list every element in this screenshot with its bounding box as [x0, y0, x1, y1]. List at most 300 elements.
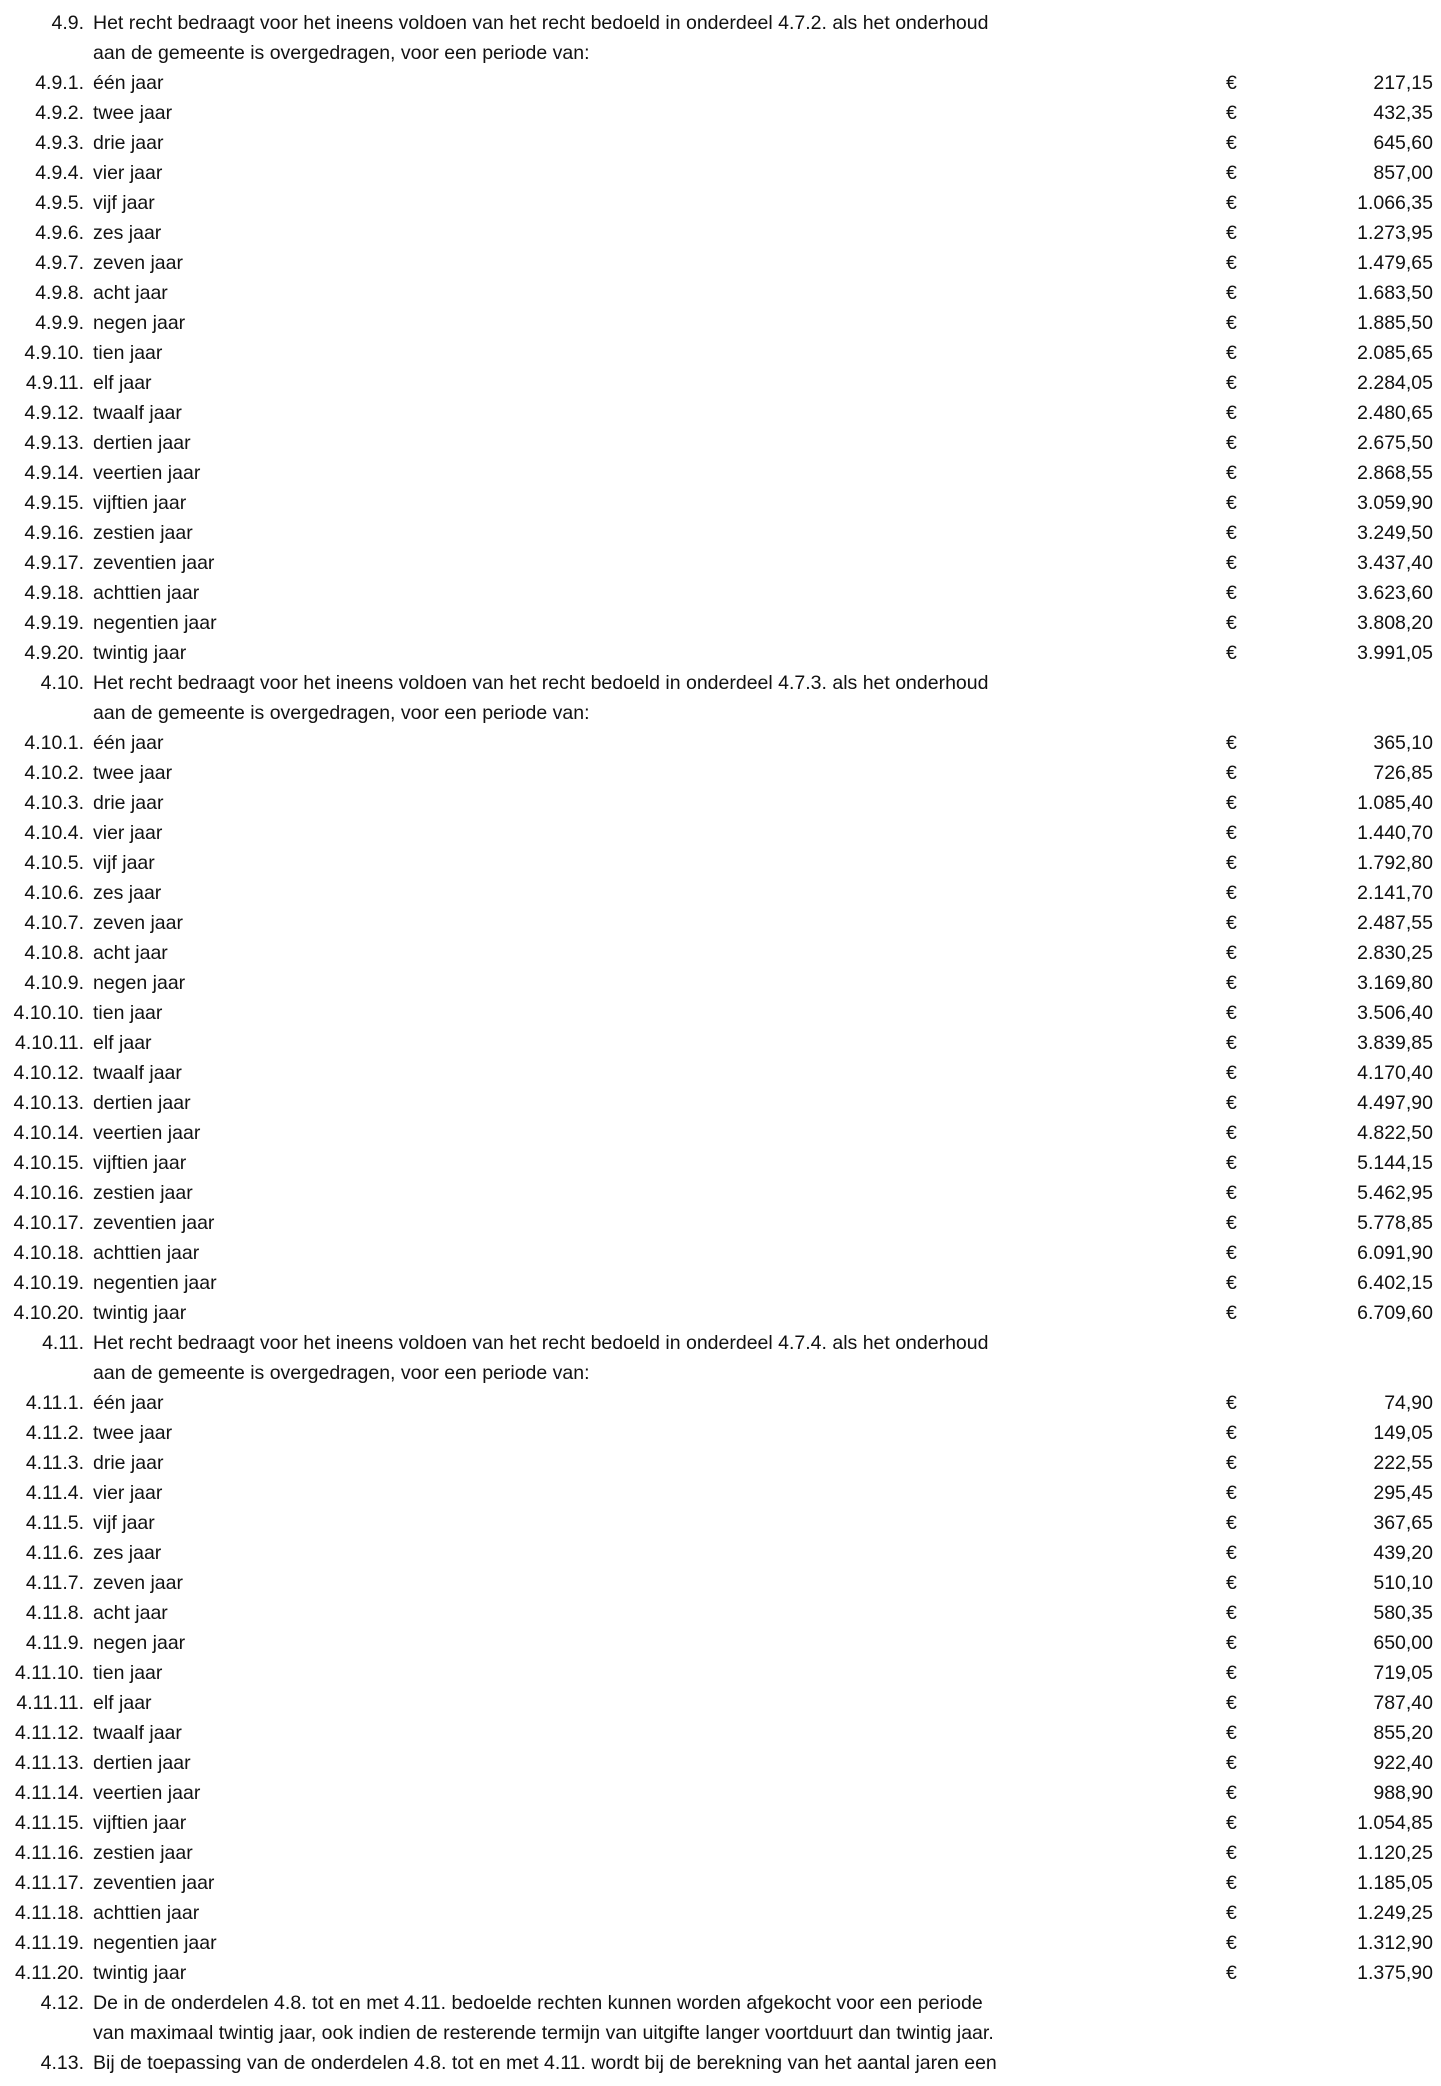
- item-number: 4.10.20.: [13, 1302, 84, 1324]
- currency-symbol: €: [1226, 102, 1237, 124]
- period-label: vijf jaar: [93, 852, 155, 874]
- item-number: 4.9.7.: [35, 252, 84, 274]
- fee-amount: 1.440,70: [1357, 822, 1433, 844]
- period-label: twaalf jaar: [93, 1062, 182, 1084]
- currency-symbol: €: [1226, 192, 1237, 214]
- currency-symbol: €: [1226, 1092, 1237, 1114]
- currency-symbol: €: [1226, 822, 1237, 844]
- fee-row: [0, 1178, 1441, 1208]
- currency-symbol: €: [1226, 1692, 1237, 1714]
- fee-row: [0, 1508, 1441, 1538]
- item-number: 4.9.10.: [24, 342, 84, 364]
- fee-amount: 580,35: [1373, 1602, 1433, 1624]
- fee-amount: 2.085,65: [1357, 342, 1433, 364]
- item-number: 4.10.2.: [24, 762, 84, 784]
- fee-amount: 365,10: [1373, 732, 1433, 754]
- currency-symbol: €: [1226, 1482, 1237, 1504]
- section-4-12-cont-heading: [0, 2018, 1441, 2048]
- item-number: 4.10.15.: [13, 1152, 84, 1174]
- currency-symbol: €: [1226, 912, 1237, 934]
- fee-amount: 6.091,90: [1357, 1242, 1433, 1264]
- currency-symbol: €: [1226, 342, 1237, 364]
- fee-row: [0, 1118, 1441, 1148]
- currency-symbol: €: [1226, 732, 1237, 754]
- currency-symbol: €: [1226, 792, 1237, 814]
- fee-row: [0, 398, 1441, 428]
- period-label: zes jaar: [93, 882, 162, 904]
- period-label: dertien jaar: [93, 432, 191, 454]
- period-label: zeven jaar: [93, 912, 183, 934]
- currency-symbol: €: [1226, 432, 1237, 454]
- fee-row: [0, 128, 1441, 158]
- period-label: achttien jaar: [93, 1902, 200, 1924]
- fee-amount: 2.830,25: [1357, 942, 1433, 964]
- period-label: achttien jaar: [93, 1242, 200, 1264]
- item-number: 4.9.19.: [24, 612, 84, 634]
- fee-amount: 4.170,40: [1357, 1062, 1433, 1084]
- fee-row: [0, 1298, 1441, 1328]
- currency-symbol: €: [1226, 312, 1237, 334]
- item-number: 4.10.1.: [24, 732, 84, 754]
- section-4-9-text: Het recht bedraagt voor het ineens voldoen van het recht bedoeld in onderdeel 4.7.2. als het onderhoud: [93, 12, 989, 34]
- section-4-9-cont-heading: [0, 38, 1441, 68]
- currency-symbol: €: [1226, 582, 1237, 604]
- item-number: 4.9.4.: [35, 162, 84, 184]
- period-label: zestien jaar: [93, 1842, 193, 1864]
- fee-amount: 2.868,55: [1357, 462, 1433, 484]
- currency-symbol: €: [1226, 132, 1237, 154]
- period-label: zeven jaar: [93, 1572, 183, 1594]
- fee-row: [0, 728, 1441, 758]
- period-label: negentien jaar: [93, 1932, 217, 1954]
- period-label: één jaar: [93, 72, 164, 94]
- fee-row: [0, 1238, 1441, 1268]
- currency-symbol: €: [1226, 222, 1237, 244]
- fee-amount: 3.623,60: [1357, 582, 1433, 604]
- item-number: 4.10.18.: [13, 1242, 84, 1264]
- currency-symbol: €: [1226, 1062, 1237, 1084]
- fee-amount: 149,05: [1373, 1422, 1433, 1444]
- period-label: zestien jaar: [93, 522, 193, 544]
- period-label: tien jaar: [93, 1662, 163, 1684]
- section-4-9-cont-text: aan de gemeente is overgedragen, voor een periode van:: [93, 42, 590, 64]
- fee-amount: 5.144,15: [1357, 1152, 1433, 1174]
- section-4-12-heading: [0, 1988, 1441, 2018]
- section-4-10-number: 4.10.: [40, 672, 84, 694]
- fee-amount: 510,10: [1373, 1572, 1433, 1594]
- period-label: vijf jaar: [93, 1512, 155, 1534]
- section-4-13-heading: [0, 2048, 1441, 2078]
- section-4-11-cont-heading: [0, 1358, 1441, 1388]
- currency-symbol: €: [1226, 1932, 1237, 1954]
- period-label: negen jaar: [93, 972, 186, 994]
- fee-amount: 922,40: [1373, 1752, 1433, 1774]
- currency-symbol: €: [1226, 1392, 1237, 1414]
- fee-row: [0, 1658, 1441, 1688]
- fee-row: [0, 1418, 1441, 1448]
- fee-row: [0, 1208, 1441, 1238]
- item-number: 4.9.12.: [24, 402, 84, 424]
- item-number: 4.9.3.: [35, 132, 84, 154]
- currency-symbol: €: [1226, 1842, 1237, 1864]
- currency-symbol: €: [1226, 282, 1237, 304]
- fee-amount: 2.480,65: [1357, 402, 1433, 424]
- item-number: 4.9.16.: [24, 522, 84, 544]
- period-label: twaalf jaar: [93, 1722, 182, 1744]
- period-label: vijftien jaar: [93, 492, 187, 514]
- section-4-12-text: De in de onderdelen 4.8. tot en met 4.11. bedoelde rechten kunnen worden afgekocht voor een periode: [93, 1992, 983, 2014]
- fee-amount: 295,45: [1373, 1482, 1433, 1504]
- fee-row: [0, 1388, 1441, 1418]
- section-4-11-cont-text: aan de gemeente is overgedragen, voor een periode van:: [93, 1362, 590, 1384]
- fee-amount: 1.120,25: [1357, 1842, 1433, 1864]
- currency-symbol: €: [1226, 1782, 1237, 1804]
- item-number: 4.9.17.: [24, 552, 84, 574]
- section-4-11-heading: [0, 1328, 1441, 1358]
- item-number: 4.10.7.: [24, 912, 84, 934]
- fee-row: [0, 1688, 1441, 1718]
- currency-symbol: €: [1226, 1662, 1237, 1684]
- currency-symbol: €: [1226, 162, 1237, 184]
- item-number: 4.11.1.: [25, 1392, 84, 1414]
- item-number: 4.11.15.: [14, 1812, 84, 1834]
- section-4-10-heading: [0, 668, 1441, 698]
- period-label: negen jaar: [93, 1632, 186, 1654]
- item-number: 4.11.5.: [25, 1512, 84, 1534]
- currency-symbol: €: [1226, 612, 1237, 634]
- item-number: 4.11.8.: [25, 1602, 84, 1624]
- fee-row: [0, 98, 1441, 128]
- fee-amount: 857,00: [1373, 162, 1433, 184]
- currency-symbol: €: [1226, 762, 1237, 784]
- currency-symbol: €: [1226, 852, 1237, 874]
- period-label: dertien jaar: [93, 1092, 191, 1114]
- currency-symbol: €: [1226, 1512, 1237, 1534]
- fee-amount: 3.249,50: [1357, 522, 1433, 544]
- item-number: 4.11.6.: [25, 1542, 84, 1564]
- fee-amount: 650,00: [1373, 1632, 1433, 1654]
- fee-amount: 2.487,55: [1357, 912, 1433, 934]
- period-label: acht jaar: [93, 942, 168, 964]
- fee-row: [0, 878, 1441, 908]
- fee-row: [0, 1868, 1441, 1898]
- period-label: twintig jaar: [93, 1962, 187, 1984]
- currency-symbol: €: [1226, 1422, 1237, 1444]
- fee-row: [0, 968, 1441, 998]
- fee-row: [0, 1748, 1441, 1778]
- fee-amount: 1.185,05: [1357, 1872, 1433, 1894]
- item-number: 4.10.14.: [13, 1122, 84, 1144]
- fee-amount: 1.792,80: [1357, 852, 1433, 874]
- fee-row: [0, 68, 1441, 98]
- fee-amount: 1.249,25: [1357, 1902, 1433, 1924]
- period-label: zes jaar: [93, 1542, 162, 1564]
- fee-amount: 1.066,35: [1357, 192, 1433, 214]
- fee-amount: 855,20: [1373, 1722, 1433, 1744]
- item-number: 4.9.14.: [24, 462, 84, 484]
- item-number: 4.11.17.: [14, 1872, 84, 1894]
- fee-row: [0, 248, 1441, 278]
- currency-symbol: €: [1226, 1122, 1237, 1144]
- period-label: negentien jaar: [93, 1272, 217, 1294]
- fee-row: [0, 1808, 1441, 1838]
- fee-amount: 1.054,85: [1357, 1812, 1433, 1834]
- fee-row: [0, 1628, 1441, 1658]
- currency-symbol: €: [1226, 1602, 1237, 1624]
- period-label: negen jaar: [93, 312, 186, 334]
- fee-row: [0, 1538, 1441, 1568]
- item-number: 4.9.9.: [35, 312, 84, 334]
- section-4-9-number: 4.9.: [51, 12, 84, 34]
- currency-symbol: €: [1226, 72, 1237, 94]
- period-label: veertien jaar: [93, 462, 201, 484]
- item-number: 4.10.4.: [24, 822, 84, 844]
- item-number: 4.10.12.: [13, 1062, 84, 1084]
- period-label: dertien jaar: [93, 1752, 191, 1774]
- section-4-10-cont-text: aan de gemeente is overgedragen, voor een periode van:: [93, 702, 590, 724]
- currency-symbol: €: [1226, 642, 1237, 664]
- item-number: 4.11.13.: [14, 1752, 84, 1774]
- fee-row: [0, 1058, 1441, 1088]
- fee-amount: 2.141,70: [1357, 882, 1433, 904]
- fee-amount: 719,05: [1373, 1662, 1433, 1684]
- currency-symbol: €: [1226, 1572, 1237, 1594]
- fee-row: [0, 308, 1441, 338]
- item-number: 4.10.5.: [24, 852, 84, 874]
- currency-symbol: €: [1226, 1302, 1237, 1324]
- item-number: 4.11.9.: [25, 1632, 84, 1654]
- period-label: twee jaar: [93, 1422, 173, 1444]
- fee-amount: 1.273,95: [1357, 222, 1433, 244]
- period-label: twee jaar: [93, 762, 173, 784]
- fee-row: [0, 1148, 1441, 1178]
- period-label: één jaar: [93, 732, 164, 754]
- period-label: twee jaar: [93, 102, 173, 124]
- fee-row: [0, 428, 1441, 458]
- fee-row: [0, 548, 1441, 578]
- item-number: 4.10.16.: [13, 1182, 84, 1204]
- currency-symbol: €: [1226, 1152, 1237, 1174]
- period-label: vijftien jaar: [93, 1812, 187, 1834]
- fee-amount: 367,65: [1373, 1512, 1433, 1534]
- fee-row: [0, 1448, 1441, 1478]
- fee-row: [0, 488, 1441, 518]
- period-label: elf jaar: [93, 1032, 152, 1054]
- fee-amount: 645,60: [1373, 132, 1433, 154]
- fee-amount: 726,85: [1373, 762, 1433, 784]
- fee-amount: 1.683,50: [1357, 282, 1433, 304]
- item-number: 4.11.20.: [14, 1962, 84, 1984]
- currency-symbol: €: [1226, 972, 1237, 994]
- fee-row: [0, 1778, 1441, 1808]
- fee-amount: 74,90: [1384, 1392, 1433, 1414]
- fee-row: [0, 1898, 1441, 1928]
- item-number: 4.9.1.: [35, 72, 84, 94]
- fee-row: [0, 818, 1441, 848]
- item-number: 4.9.8.: [35, 282, 84, 304]
- fee-amount: 3.991,05: [1357, 642, 1433, 664]
- fee-amount: 3.839,85: [1357, 1032, 1433, 1054]
- item-number: 4.10.11.: [14, 1032, 84, 1054]
- item-number: 4.9.5.: [35, 192, 84, 214]
- fee-amount: 1.885,50: [1357, 312, 1433, 334]
- item-number: 4.11.10.: [14, 1662, 84, 1684]
- period-label: zeventien jaar: [93, 552, 215, 574]
- item-number: 4.11.19.: [14, 1932, 84, 1954]
- section-4-13-number: 4.13.: [40, 2052, 84, 2074]
- period-label: zeventien jaar: [93, 1212, 215, 1234]
- period-label: acht jaar: [93, 1602, 168, 1624]
- fee-amount: 222,55: [1373, 1452, 1433, 1474]
- period-label: twintig jaar: [93, 642, 187, 664]
- section-4-11-text: Het recht bedraagt voor het ineens voldoen van het recht bedoeld in onderdeel 4.7.4. als het onderhoud: [93, 1332, 989, 1354]
- item-number: 4.11.3.: [25, 1452, 84, 1474]
- currency-symbol: €: [1226, 1812, 1237, 1834]
- period-label: negentien jaar: [93, 612, 217, 634]
- item-number: 4.11.12.: [14, 1722, 84, 1744]
- fee-amount: 1.085,40: [1357, 792, 1433, 814]
- currency-symbol: €: [1226, 1002, 1237, 1024]
- currency-symbol: €: [1226, 402, 1237, 424]
- fee-amount: 3.059,90: [1357, 492, 1433, 514]
- section-4-13-text: Bij de toepassing van de onderdelen 4.8. tot en met 4.11. wordt bij de berekning van het aantal jaren een: [93, 2052, 997, 2074]
- fee-amount: 432,35: [1373, 102, 1433, 124]
- currency-symbol: €: [1226, 1242, 1237, 1264]
- period-label: achttien jaar: [93, 582, 200, 604]
- currency-symbol: €: [1226, 882, 1237, 904]
- item-number: 4.11.4.: [25, 1482, 84, 1504]
- fee-row: [0, 1568, 1441, 1598]
- section-4-12-cont-text: van maximaal twintig jaar, ook indien de resterende termijn van uitgifte langer voortduurt dan twintig jaar.: [93, 2022, 994, 2044]
- fee-row: [0, 158, 1441, 188]
- item-number: 4.9.2.: [35, 102, 84, 124]
- fee-amount: 5.462,95: [1357, 1182, 1433, 1204]
- item-number: 4.10.3.: [24, 792, 84, 814]
- fee-row: [0, 518, 1441, 548]
- fee-amount: 787,40: [1373, 1692, 1433, 1714]
- fee-amount: 1.479,65: [1357, 252, 1433, 274]
- fee-row: [0, 638, 1441, 668]
- period-label: zestien jaar: [93, 1182, 193, 1204]
- section-4-10-cont-heading: [0, 698, 1441, 728]
- fee-amount: 2.675,50: [1357, 432, 1433, 454]
- fee-amount: 3.437,40: [1357, 552, 1433, 574]
- currency-symbol: €: [1226, 252, 1237, 274]
- period-label: zeventien jaar: [93, 1872, 215, 1894]
- period-label: twaalf jaar: [93, 402, 182, 424]
- period-label: vier jaar: [93, 1482, 163, 1504]
- item-number: 4.9.13.: [24, 432, 84, 454]
- item-number: 4.9.11.: [25, 372, 84, 394]
- item-number: 4.10.13.: [13, 1092, 84, 1114]
- fee-amount: 5.778,85: [1357, 1212, 1433, 1234]
- fee-row: [0, 278, 1441, 308]
- fee-row: [0, 1088, 1441, 1118]
- section-4-12-number: 4.12.: [40, 1992, 84, 2014]
- item-number: 4.11.16.: [14, 1842, 84, 1864]
- item-number: 4.9.6.: [35, 222, 84, 244]
- period-label: vijftien jaar: [93, 1152, 187, 1174]
- item-number: 4.11.18.: [14, 1902, 84, 1924]
- fee-amount: 988,90: [1373, 1782, 1433, 1804]
- period-label: veertien jaar: [93, 1782, 201, 1804]
- fee-row: [0, 1718, 1441, 1748]
- fee-amount: 2.284,05: [1357, 372, 1433, 394]
- period-label: vier jaar: [93, 822, 163, 844]
- fee-amount: 439,20: [1373, 1542, 1433, 1564]
- currency-symbol: €: [1226, 1632, 1237, 1654]
- fee-row: [0, 368, 1441, 398]
- item-number: 4.9.18.: [24, 582, 84, 604]
- item-number: 4.10.9.: [24, 972, 84, 994]
- period-label: acht jaar: [93, 282, 168, 304]
- fee-amount: 6.709,60: [1357, 1302, 1433, 1324]
- fee-row: [0, 1598, 1441, 1628]
- period-label: zeven jaar: [93, 252, 183, 274]
- currency-symbol: €: [1226, 1872, 1237, 1894]
- fee-amount: 3.169,80: [1357, 972, 1433, 994]
- currency-symbol: €: [1226, 462, 1237, 484]
- fee-row: [0, 848, 1441, 878]
- period-label: één jaar: [93, 1392, 164, 1414]
- section-4-11-number: 4.11.: [42, 1332, 84, 1354]
- period-label: elf jaar: [93, 372, 152, 394]
- currency-symbol: €: [1226, 1272, 1237, 1294]
- section-4-9-heading: [0, 8, 1441, 38]
- fee-row: [0, 338, 1441, 368]
- fee-amount: 1.312,90: [1357, 1932, 1433, 1954]
- period-label: tien jaar: [93, 1002, 163, 1024]
- currency-symbol: €: [1226, 1452, 1237, 1474]
- currency-symbol: €: [1226, 492, 1237, 514]
- fee-row: [0, 1928, 1441, 1958]
- item-number: 4.10.8.: [24, 942, 84, 964]
- fee-amount: 4.822,50: [1357, 1122, 1433, 1144]
- item-number: 4.11.2.: [25, 1422, 84, 1444]
- fee-row: [0, 908, 1441, 938]
- fee-row: [0, 1268, 1441, 1298]
- currency-symbol: €: [1226, 942, 1237, 964]
- currency-symbol: €: [1226, 1722, 1237, 1744]
- item-number: 4.10.6.: [24, 882, 84, 904]
- item-number: 4.10.10.: [13, 1002, 84, 1024]
- period-label: veertien jaar: [93, 1122, 201, 1144]
- fee-amount: 3.506,40: [1357, 1002, 1433, 1024]
- period-label: vier jaar: [93, 162, 163, 184]
- fee-amount: 217,15: [1373, 72, 1433, 94]
- fee-row: [0, 458, 1441, 488]
- fee-row: [0, 578, 1441, 608]
- period-label: twintig jaar: [93, 1302, 187, 1324]
- fee-row: [0, 1958, 1441, 1988]
- fee-amount: 6.402,15: [1357, 1272, 1433, 1294]
- fee-row: [0, 998, 1441, 1028]
- currency-symbol: €: [1226, 522, 1237, 544]
- fee-row: [0, 218, 1441, 248]
- fee-row: [0, 938, 1441, 968]
- period-label: drie jaar: [93, 1452, 164, 1474]
- fee-amount: 1.375,90: [1357, 1962, 1433, 1984]
- fee-row: [0, 788, 1441, 818]
- currency-symbol: €: [1226, 1902, 1237, 1924]
- currency-symbol: €: [1226, 372, 1237, 394]
- period-label: drie jaar: [93, 792, 164, 814]
- fee-row: [0, 1838, 1441, 1868]
- currency-symbol: €: [1226, 552, 1237, 574]
- fee-row: [0, 608, 1441, 638]
- period-label: elf jaar: [93, 1692, 152, 1714]
- currency-symbol: €: [1226, 1962, 1237, 1984]
